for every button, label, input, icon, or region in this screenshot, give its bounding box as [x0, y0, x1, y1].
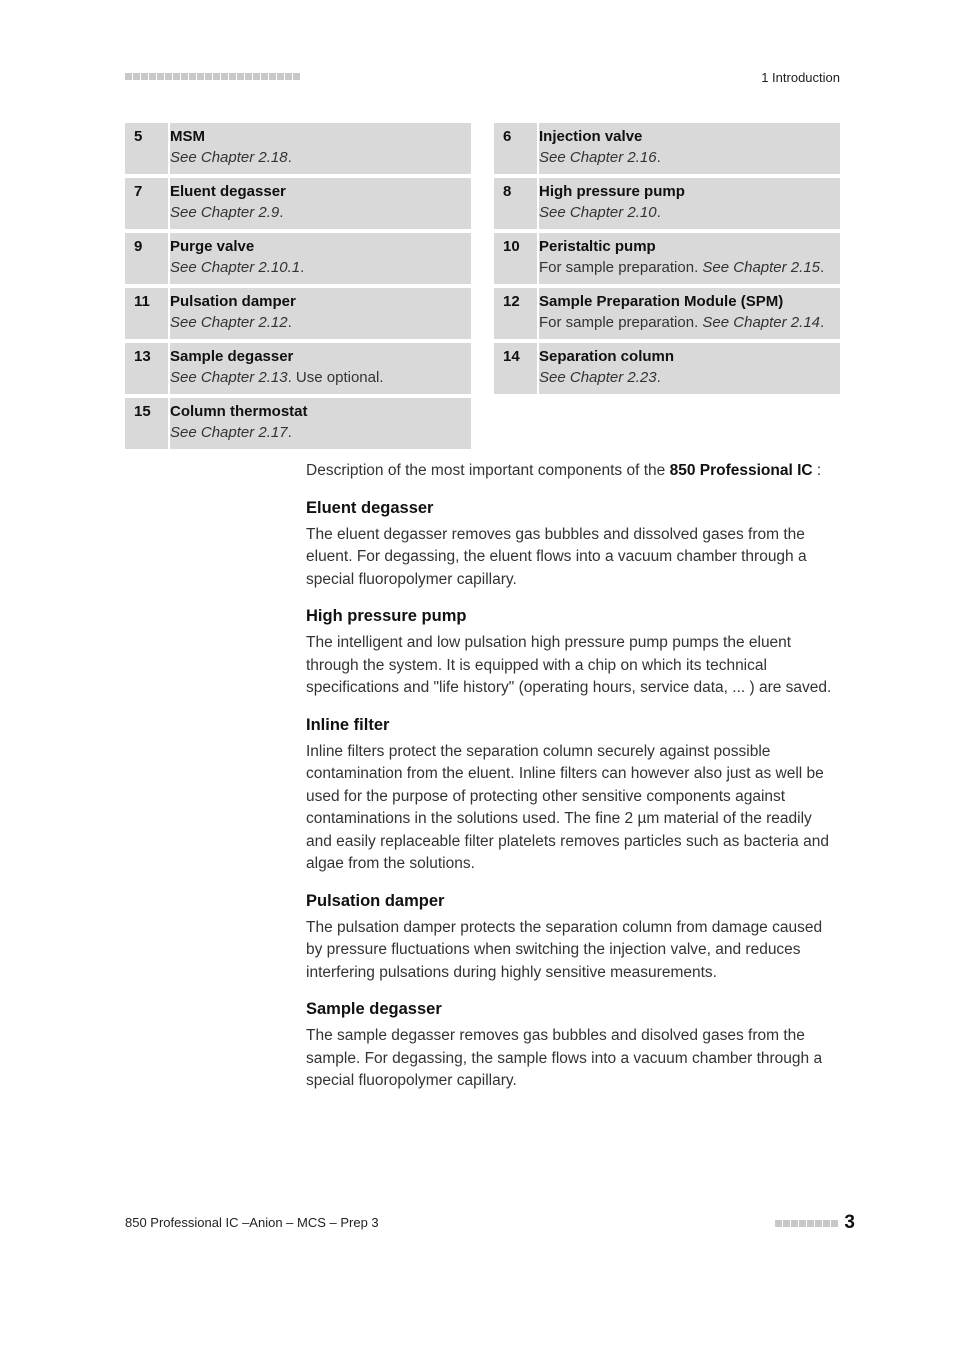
legend-item-reference: See Chapter 2.13. Use optional. — [170, 369, 384, 386]
legend-item-title: Peristaltic pump — [539, 238, 656, 255]
legend-item-title: High pressure pump — [539, 183, 685, 200]
legend-item-number: 5 — [134, 128, 143, 145]
section-sample-degasser — [306, 998, 841, 1093]
legend-item — [125, 343, 471, 394]
section-text: Inline filters protect the separation column securely against possible contamination from the eluent. Inline filters can however also just as well be used for the purpose of protecting other sensitive components against contaminations in the solutions used. The fine 2 µm material of the readily and easily replaceable filter platelets removes particles such as bacteria and algae from the solutions. — [306, 742, 829, 872]
chapter-link[interactable]: See Chapter 2.18 — [170, 149, 288, 166]
chapter-link[interactable]: See Chapter 2.9 — [170, 204, 280, 221]
legend-item-title: Separation column — [539, 348, 675, 365]
legend-item-reference: See Chapter 2.10.1. — [170, 259, 305, 276]
legend-item — [125, 398, 471, 449]
section-inline-filter — [306, 714, 841, 876]
legend-item — [494, 178, 840, 229]
legend-item — [494, 123, 840, 174]
legend-item-title: MSM — [170, 128, 205, 145]
legend-item-number: 15 — [134, 403, 151, 420]
legend-item — [125, 233, 471, 284]
legend-item — [494, 233, 840, 284]
legend-item-reference: See Chapter 2.9. — [170, 204, 284, 221]
legend-item-title: Purge valve — [170, 238, 255, 255]
section-heading: Sample degasser — [306, 1000, 442, 1018]
section-text: The eluent degasser removes gas bubbles and dissolved gases from the eluent. For degassing, the eluent flows into a vacuum chamber through a special fluoropolymer capillary. — [306, 525, 807, 588]
section-heading: Eluent degasser — [306, 498, 434, 517]
chapter-link[interactable]: See Chapter 2.10 — [539, 204, 657, 221]
chapter-link[interactable]: See Chapter 2.16 — [539, 149, 657, 166]
page-indicator — [775, 1212, 855, 1234]
legend-item — [125, 178, 471, 229]
legend-item-title: Pulsation damper — [170, 293, 296, 310]
legend-item-title: Injection valve — [539, 128, 643, 145]
legend-item-reference: See Chapter 2.17. — [170, 424, 292, 441]
section-text: The sample degasser removes gas bubbles and disolved gases from the sample. For degassing, the sample flows into a vacuum chamber through a special fluoropolymer capillary. — [306, 1027, 823, 1089]
product-name: 850 Professional IC — [669, 462, 813, 479]
legend-item-reference: For sample preparation. See Chapter 2.15. — [539, 259, 825, 276]
legend-item-number: 10 — [503, 238, 520, 255]
section-heading: Inline filter — [306, 715, 390, 734]
legend-item-reference: See Chapter 2.16. — [539, 149, 661, 166]
chapter-link[interactable]: See Chapter 2.23 — [539, 369, 657, 386]
legend-item-reference: See Chapter 2.10. — [539, 204, 661, 221]
legend-item — [494, 288, 840, 339]
legend-item-reference: See Chapter 2.18. — [170, 149, 292, 166]
page-footer — [125, 1212, 855, 1234]
chapter-link[interactable]: See Chapter 2.17 — [170, 424, 288, 441]
legend-item-reference: See Chapter 2.12. — [170, 314, 292, 331]
chapter-link[interactable]: See Chapter 2.14 — [702, 314, 821, 331]
header-section-title: 1 Introduction — [761, 70, 840, 85]
legend-item-title: Eluent degasser — [170, 183, 286, 200]
chapter-link[interactable]: See Chapter 2.15 — [702, 259, 821, 276]
legend-item-title: Column thermostat — [170, 403, 308, 420]
description-content — [306, 460, 841, 1107]
legend-item-number: 9 — [134, 238, 143, 255]
legend-item — [125, 288, 471, 339]
intro-paragraph: Description of the most important components of the 850 Professional IC : — [306, 462, 822, 479]
page-number: 3 — [844, 1212, 855, 1233]
legend-item-number: 11 — [134, 293, 150, 310]
legend-item-number: 6 — [503, 128, 512, 145]
footer-marker-squares — [775, 1220, 838, 1227]
legend-item-title: Sample Preparation Module (SPM) — [539, 293, 784, 310]
page-header — [125, 70, 840, 88]
legend-item-number: 13 — [134, 348, 151, 365]
legend-item — [494, 343, 840, 394]
section-text: The pulsation damper protects the separation column from damage caused by pressure fluctuations when switching the injection valve, and reduces interfering pulsations during highly sensitive measurements. — [306, 918, 823, 981]
legend-column-left — [125, 123, 471, 453]
legend-item-number: 7 — [134, 183, 143, 200]
section-heading: High pressure pump — [306, 607, 467, 625]
legend-item — [125, 123, 471, 174]
section-text: The intelligent and low pulsation high pressure pump pumps the eluent through the system. It is equipped with a chip on which its technical specifications and "life history" (operating hours, service data, ... ) are saved. — [306, 634, 832, 696]
section-heading: Pulsation damper — [306, 891, 445, 910]
legend-item-number: 12 — [503, 293, 520, 310]
document-title: 850 Professional IC –Anion – MCS – Prep 3 — [125, 1215, 379, 1230]
chapter-link[interactable]: See Chapter 2.12 — [170, 314, 288, 331]
legend-column-right — [494, 123, 840, 398]
header-marker-squares — [125, 73, 300, 80]
legend-item-number: 8 — [503, 183, 512, 200]
chapter-link[interactable]: See Chapter 2.13 — [170, 369, 288, 386]
section-high-pressure-pump — [306, 605, 841, 700]
legend-item-reference: See Chapter 2.23. — [539, 369, 661, 386]
legend-item-number: 14 — [503, 348, 520, 365]
chapter-link[interactable]: See Chapter 2.10.1 — [170, 259, 301, 276]
section-eluent-degasser — [306, 497, 841, 592]
legend-item-title: Sample degasser — [170, 348, 294, 365]
legend-item-reference: For sample preparation. See Chapter 2.14. — [539, 314, 825, 331]
section-pulsation-damper — [306, 890, 841, 985]
